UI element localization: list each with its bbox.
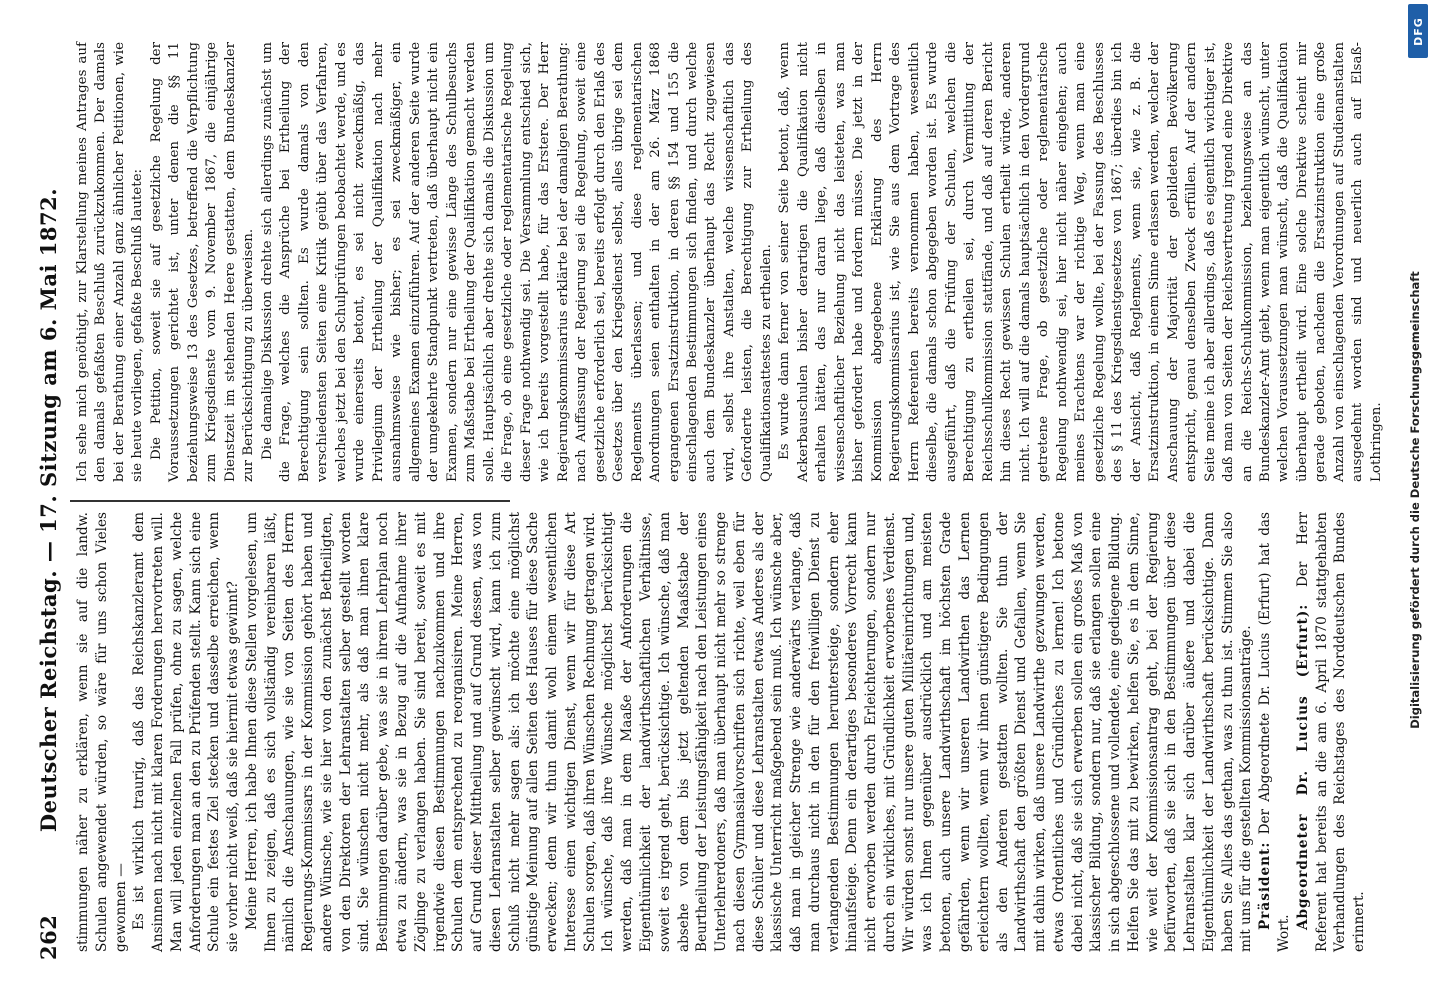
speaker-text: Der Abgeordnete Dr. Lucius (Erfurt) hat das Wort. bbox=[1257, 511, 1292, 952]
page-header bbox=[34, 60, 66, 960]
page-title: Deutscher Reichstag. — 17. Sitzung am 6. Mai 1872. bbox=[36, 187, 61, 833]
paragraph: Die damalige Diskussion drehte sich allerdings zunächst um die Frage, welches die Ansprüche bei Ertheilung der Berechtigung sein sollten. Es wurde damals von den verschiedensten Seiten eine Kritik geübt über das Verfahren, welches jetzt bei den Schulprüfungen beobachtet werde, und es wurde einerseits betont, es sei nicht zweckmäßig, das Privilegium der Ertheilung der Qualifikation nach mehr ausnahmsweise wie bisher; es sei zweckmäßiger, ein allgemeines Examen einzuführen. Auf der anderen Seite wurde der umgekehrte Standpunkt vertreten, daß überhaupt nicht ein Examen, sondern nur eine gewisse Länge des Schulbesuchs zum Maßstabe bei Ertheilung der Qualifikation gemacht werden solle. Hauptsächlich aber drehte sich damals die Diskussion um die Frage, ob eine gesetzliche oder reglementarische Regelung dieser Frage nothwendig sei. Die Versammlung entschied sich, wie ich bereits vorgestellt habe, für das Erstere. Der Herr Regierungskommissarius erklärte bei der damaligen Berathung: nach Auffassung der Regierung sei die Regelung, soweit eine gesetzliche erforderlich sei, bereits erfolgt durch den Erlaß des Gesetzes über den Kriegsdienst selbst, alles übrige sei dem Reglements überlassen; und diese reglementarischen Anordnungen seien enthalten in der am 26. März 1868 ergangenen Ersatzinstruktion, in deren §§ 154 und 155 die einschlagenden Bestimmungen sich finden, und durch welche auch dem Bundeskanzler überhaupt das Recht zugewiesen wird, selbst ihre Anstalten, welche wissenschaftlich das Geforderte leisten, die Berechtigung zur Ertheilung des Qualifikationsattestes zu ertheilen. bbox=[259, 42, 774, 482]
page-number: 262 bbox=[36, 914, 61, 960]
paragraph: stimmungen näher zu erklären, wenn sie auf die landw. Schulen angewendet würden, so wäre für uns schon Vieles gewonnen — bbox=[75, 512, 129, 952]
column-divider bbox=[70, 500, 510, 502]
speaker-label: Präsident: bbox=[1257, 841, 1274, 930]
paragraph: Meine Herren, ich habe Ihnen diese Stellen vorgelesen, um Ihnen zu zeigen, daß es sich vollständig vereinbaren läßt, nämlich die Anschauungen, wie sie von Seiten des Herrn Regierungs-Kommissars in der Kommission gehört haben und andere Wünsche, wie sie hier von den zunächst Betheiligten, von den Direktoren der Lehranstalten selber gestellt worden sind. Sie wünschen nicht mehr, als daß man ihnen klare Bestimmungen darüber gebe, was sie in ihrem Lehrplan noch etwa zu ändern, was sie in Bezug auf die Aufnahme ihrer Zöglinge zu verlangen haben. Sie sind bereit, soweit es mit irgendwie diesen Bestimmungen nachzukommen und ihre Schulen dem entsprechend zu reorganisiren. Meine Herren, auf Grund dieser Mittheilung und auf Grund dessen, was von diesen Lehranstalten selber gewünscht wird, kann ich zum Schluß nicht mehr sagen als: ich möchte eine möglichst günstige Meinung auf allen Seiten des Hauses für diese Sache erwecken; denn wir thun damit wohl einem wesentlichen Interesse einen wichtigen Dienst, wenn wir für diese Art Schulen sorgen, daß ihren Wünschen Rechnung getragen wird. Ich wünsche, daß ihre Wünsche möglichst berücksichtigt werden, daß man in dem Maaße der Anforderungen die Eigenthümlichkeit der landwirthschaftlichen Verhältnisse, soweit es irgend geht, berücksichtige. Ich wünsche, daß man absehe von dem bis jetzt geltenden Maaßstabe der Beurtheilung der Leistungsfähigkeit nach den Leistungen eines Unterlehrerdoners, daß man überhaupt nicht mehr so strenge nach diesen Gymnasialvorschriften sich richte, weil eben für diese Schüler und diese Lehranstalten etwas Anderes als der klassische Unterricht maßgebend sein muß. Ich wünsche aber, daß man in gleicher Strenge wie anderwärts verlange, daß man durchaus nicht in den für den freiwilligen Dienst zu verlangenden Bestimmungen heruntersteige, sondern eher hinaufsteige. Denn ein derartiges besonderes Vorrecht kann nicht erworben werden durch Erleichterungen, sondern nur durch ein wirkliches, mit Gründlichkeit erworbenes Verdienst. Wir würden sonst nur unsere guten Militäreinrichtungen und, was ich Ihnen gegenüber ausdrücklich und am meisten betonen, auch unsere Landwirthschaft im höchsten Grade gefährden, wenn wir unseren Landwirthen das Lernen erleichtern wollten, wenn wir ihnen günstigere Bedingungen als den Anderen gestatten wollten. Sie thun der Landwirthschaft den größten Dienst und Gefallen, wenn Sie mit dahin wirken, daß unsere Landwirthe gezwungen werden, etwas Ordentliches und Gründliches zu lernen! Ich betone dabei nicht, daß sie sich erwerben sollen ein großes Maß von klassischer Bildung, sondern nur, daß sie erlangen sollen eine in sich abgeschlossene und vollendete, eine gediegene Bildung. Helfen Sie das mit zu bewirken, helfen Sie, es in dem Sinne, wie weit der Kommissionsantrag geht, bei der Regierung befürworten, daß sie sich in den Bestimmungen über diese Lehranstalten klar sich darüber äußere und dabei die Eigenthümlichkeit der Landwirthschaft berücksichtige. Dann haben Sie Alles das gethan, was zu thun ist. Stimmen Sie also mit uns für die gestellten Kommissionsanträge. bbox=[243, 512, 1255, 952]
paragraph: Ich sehe mich genöthigt, zur Klarstellung meines Antrages auf den damals gefaßten Beschluß zurückzukommen. Der damals bei der Berathung einer Anzahl ganz ähnlicher Petitionen, wie sie heute vorliegen, gefaßte Beschluß lautete: bbox=[75, 42, 146, 482]
quoted-resolution: Die Petition, soweit sie auf gesetzliche Regelung der Voraussetzungen gerichtet ist, unter denen die §§ 11 beziehungsweise 13 des Gesetzes, betreffend die Verpflichtung zum Kriegsdienste vom 9. November 1867, die einjährige Dienstzeit im stehenden Heere gestatten, dem Bundeskanzler zur Berücksichtigung zu überweisen. bbox=[148, 42, 257, 482]
paragraph: Es ist wirklich traurig, daß das Reichskanzleramt dem Ansinnen nach nicht mit klaren Forderungen hervortreten will. Man will jeden einzelnen Fall prüfen, ohne zu sagen, welche Anforderungen man an den zu Prüfenden stellt. Kann sich eine Schule ein festes Ziel stecken und dasselbe erreichen, wenn sie vorher nicht weiß, daß sie hiermit etwas gewinnt? bbox=[131, 512, 242, 952]
speaker-paragraph bbox=[1256, 512, 1294, 952]
right-column bbox=[74, 42, 1386, 482]
speaker-text: Der Herr Referent hat bereits an die am 6. April 1870 stattgehabten Verhandlungen des Reichstages des Norddeutschen Bundes erinnert. bbox=[1294, 512, 1368, 952]
digitization-credit: Digitalisierung gefördert durch die Deutsche Forschungsgemeinschaft bbox=[1408, 271, 1422, 729]
left-column bbox=[74, 512, 1369, 952]
paragraph: Es wurde dann ferner von seiner Seite betont, daß, wenn Ackerbauschulen bisher derartigen die Qualifikation nicht erhalten hätten, das nur daran liege, daß dieselben in wissenschaftlicher Beziehung nicht das leisteten, was man bisher gefordert habe und fordern müsse. Die jetzt in der Kommission abgegebene Erklärung des Herrn Regierungskommissarius ist, wie Sie aus dem Vortrage des Herrn Referenten bereits vernommen haben, wesentlich dieselbe, die damals schon abgegeben worden ist. Es wurde ausgeführt, daß die Prüfung der Schulen, welchen die Berechtigung zu ertheilen sei, durch Vermittlung der Reichsschulkommission stattfände, und daß auf deren Bericht hin dieses Recht gewissen Schulen ertheilt würde, anderen nicht. Ich will auf die damals hauptsächlich in den Vordergrund getretene Frage, ob gesetzliche oder reglementarische Regelung nothwendig sei, hier nicht näher eingehen; auch meines Erachtens war der richtige Weg, wenn man eine gesetzliche Regelung wollte, bei der Fassung des Beschlusses des § 11 des Kriegsdienstgesetzes von 1867; überdies bin ich der Ansicht, daß Reglements, wenn sie, wie z. B. die Ersatzinstruktion, in einem Sinne erlassen werden, welcher der Anschauung der Majorität der gebildeten Bevölkerung entspricht, genau denselben Zweck erfüllen. Auf der andern Seite meine ich aber allerdings, daß es eigentlich wichtiger ist, daß man von Seiten der Reichsvertretung irgend eine Direktive an die Reichs-Schulkommission, beziehungsweise an das Bundeskanzler-Amt giebt, wenn man eigentlich wünscht, unter welchen Voraussetzungen man wünscht, daß die Qualifikation überhaupt ertheilt wird. Eine solche Direktive scheint mir gerade geboten, nachdem die Ersatzinstruktion eine große Anzahl von einschlagenden Verordnungen auf Studienanstalten ausgedehnt worden sind und neuerlich auch auf Elsaß-Lothringen. bbox=[777, 42, 1384, 482]
speaker-paragraph bbox=[1294, 512, 1369, 952]
dfg-logo-text: DFG bbox=[1411, 16, 1425, 46]
speaker-label: Abgeordneter Dr. Lucius (Erfurt): bbox=[1294, 603, 1311, 930]
credit-sidebar bbox=[1398, 0, 1432, 1000]
